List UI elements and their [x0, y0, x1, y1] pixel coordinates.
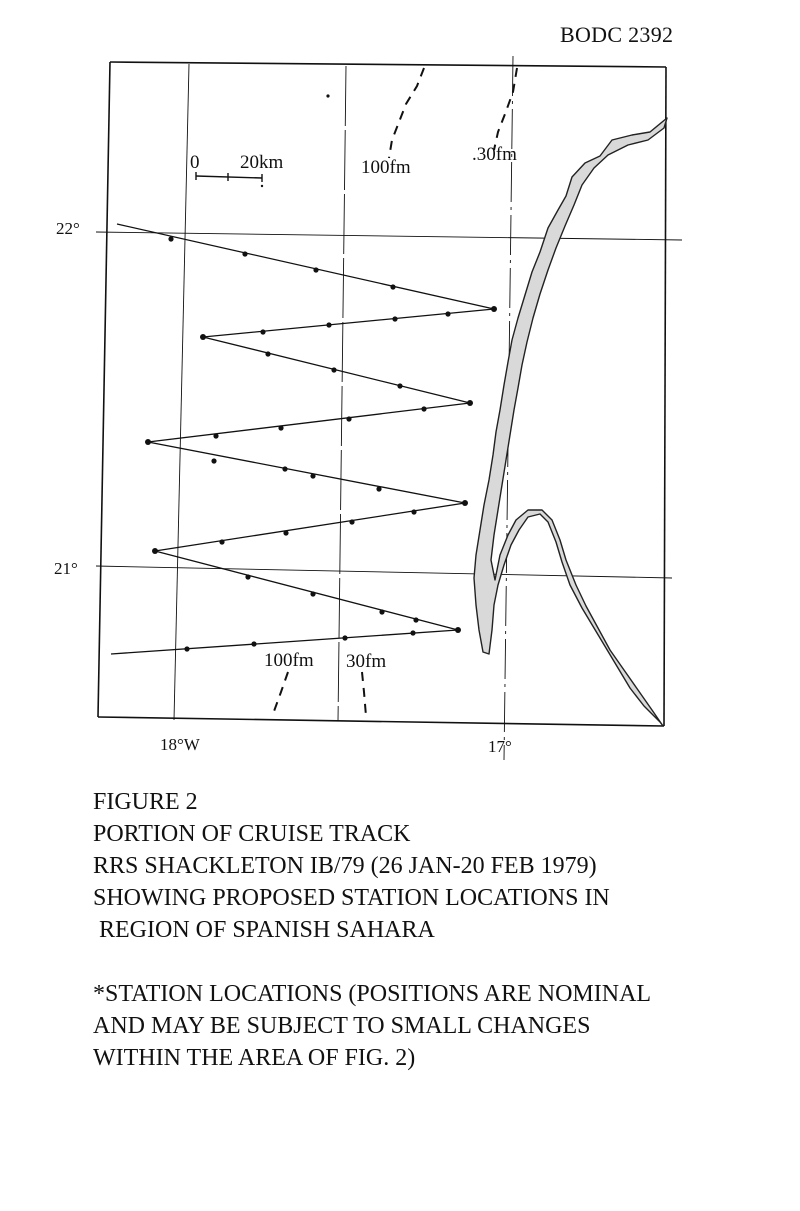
contour-30-north [494, 68, 517, 150]
coastline [474, 118, 667, 726]
track-line [111, 224, 494, 654]
station-point [213, 433, 218, 438]
station-point [251, 641, 256, 646]
station-point [349, 519, 354, 524]
station-point [211, 458, 216, 463]
station-note [93, 978, 783, 1074]
frame-top [110, 62, 666, 67]
frame-bottom [98, 717, 664, 726]
station-point [152, 548, 158, 554]
contour-100-north [389, 68, 424, 158]
station-point [200, 334, 206, 340]
scale-bar [196, 172, 262, 182]
station-point [421, 406, 426, 411]
caption-line: REGION OF SPANISH SAHARA [93, 917, 435, 943]
scale-zero-label: 0 [190, 152, 200, 173]
station-point [310, 591, 315, 596]
frame-right [664, 67, 666, 726]
station-point [410, 630, 415, 635]
station-point [219, 539, 224, 544]
station-point [342, 635, 347, 640]
cruise-track [111, 224, 497, 654]
scan-specks [261, 94, 330, 187]
station-point [379, 609, 384, 614]
station-point [467, 400, 473, 406]
station-point [346, 416, 351, 421]
station-point [491, 306, 497, 312]
station-point [145, 439, 151, 445]
station-point [278, 425, 283, 430]
note-line: AND MAY BE SUBJECT TO SMALL CHANGES [93, 1013, 591, 1039]
station-point [445, 311, 450, 316]
lat-label-22: 22° [56, 219, 80, 238]
contour-100-south [273, 672, 288, 714]
caption-line: SHOWING PROPOSED STATION LOCATIONS IN [93, 885, 610, 911]
station-point [245, 574, 250, 579]
station-point [313, 267, 318, 272]
station-point [260, 329, 265, 334]
coast-mainland [474, 118, 667, 726]
station-point [462, 500, 468, 506]
frame-left [98, 62, 110, 717]
contour-label-30-north: .30fm [472, 144, 517, 165]
station-point [184, 646, 189, 651]
station-point [397, 383, 402, 388]
stations [145, 236, 497, 651]
note-line: WITHIN THE AREA OF FIG. 2) [93, 1045, 416, 1071]
station-point [326, 322, 331, 327]
contour-30-south [362, 672, 366, 716]
caption-line: FIGURE 2 [93, 789, 198, 815]
lon-label-18w: 18°W [160, 735, 200, 754]
lon-line-mid [338, 66, 346, 721]
station-point [168, 236, 173, 241]
lat-line-21 [96, 566, 672, 578]
contour-label-100-south: 100fm [264, 650, 314, 671]
document-reference: BODC 2392 [560, 22, 674, 47]
lat-label-21: 21° [54, 559, 78, 578]
station-point [392, 316, 397, 321]
station-point [413, 617, 418, 622]
station-point [376, 486, 381, 491]
contour-label-100-north: 100fm [361, 157, 411, 178]
lon-line-18w [174, 64, 189, 720]
figure-caption [93, 786, 783, 946]
lon-label-17: 17° [488, 737, 512, 756]
station-point [390, 284, 395, 289]
station-point [411, 509, 416, 514]
contour-label-30-south: 30fm [346, 651, 387, 672]
scale-length-label: 20km [240, 152, 284, 173]
caption-line: RRS SHACKLETON IB/79 (26 JAN-20 FEB 1979) [93, 853, 597, 879]
station-point [310, 473, 315, 478]
station-point [283, 530, 288, 535]
station-point [455, 627, 461, 633]
station-point [282, 466, 287, 471]
station-point [265, 351, 270, 356]
station-point [331, 367, 336, 372]
caption-line: PORTION OF CRUISE TRACK [93, 821, 411, 847]
station-point [242, 251, 247, 256]
note-line: *STATION LOCATIONS (POSITIONS ARE NOMINAL [93, 981, 652, 1007]
